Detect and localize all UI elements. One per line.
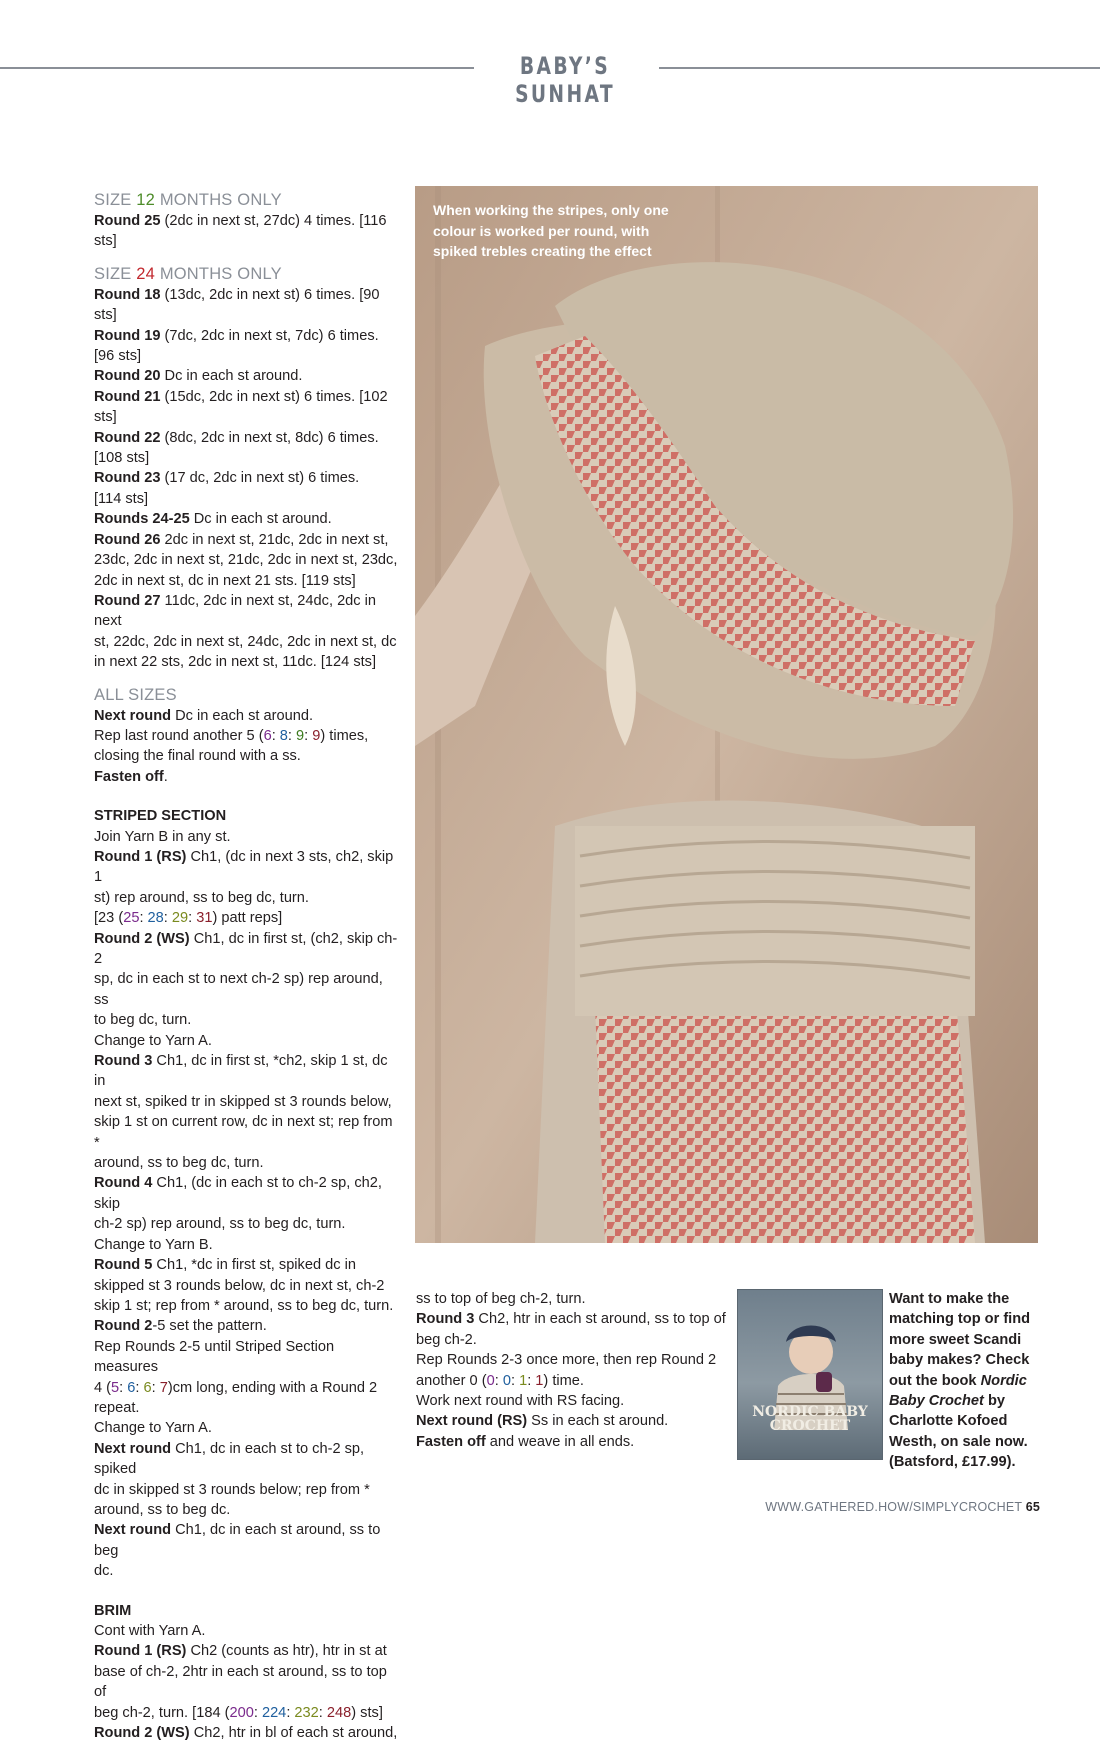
instruction-line: skip 1 st; rep from * around, ss to beg dc, turn. <box>94 1297 394 1314</box>
instruction-line: Rep Rounds 2-3 once more, then rep Round 2 <box>416 1352 717 1369</box>
book-title: NORDIC BABY CROCHET <box>752 1404 868 1434</box>
instruction-line: Round 1 (RS) Ch2 (counts as htr), htr in st at <box>94 1643 387 1660</box>
instruction-line: Round 1 (RS) Ch1, (dc in next 3 sts, ch2, skip 1 <box>94 848 394 886</box>
instruction-line: ss to top of beg ch-2, turn. <box>416 1291 586 1307</box>
instruction-line: Round 26 2dc in next st, 21dc, 2dc in next st, <box>94 531 389 548</box>
instruction-line: Work next round with RS facing. <box>416 1393 625 1410</box>
striped-section-heading: STRIPED SECTION <box>94 808 227 825</box>
instruction-line: Round 23 (17 dc, 2dc in next st) 6 times. <box>94 470 360 487</box>
instruction-line: beg ch-2. <box>416 1331 477 1348</box>
book-cover-illustration <box>738 1290 883 1460</box>
instruction-line: beg ch-2, turn. [184 (200: 224: 232: 248) sts] <box>94 1704 383 1721</box>
instruction-line: Round 2 (WS) Ch1, dc in first st, (ch2, skip ch-2 <box>94 930 398 967</box>
instruction-line: Round 5 Ch1, *dc in first st, spiked dc in <box>94 1257 356 1274</box>
instruction-line: Rounds 24-25 Dc in each st around. <box>94 511 332 528</box>
brim-heading: BRIM <box>94 1602 132 1619</box>
photo-caption: When working the stripes, only one colour is worked per round, with spiked trebles creating the effect <box>433 202 669 259</box>
instruction-line: Next round Ch1, dc in each st to ch-2 sp, spiked <box>94 1440 365 1478</box>
instruction-line: Fasten off and weave in all ends. <box>416 1433 635 1450</box>
instruction-line: closing the final round with a ss. <box>94 748 301 765</box>
instruction-line: next st, spiked tr in skipped st 3 rounds below, <box>94 1093 392 1110</box>
size-12-heading: SIZE 12 MONTHS ONLY <box>94 191 282 209</box>
instruction-line: Round 2 (WS) Ch2, htr in bl of each st around, <box>94 1725 398 1742</box>
instruction-line: Round 3 Ch1, dc in first st, *ch2, skip 1 st, dc in <box>94 1053 388 1090</box>
instruction-line: st) rep around, ss to beg dc, turn. <box>94 889 309 906</box>
size-24-heading: SIZE 24 MONTHS ONLY <box>94 264 282 283</box>
instruction-line: Round 20 Dc in each st around. <box>94 368 303 385</box>
instruction-line: Round 27 11dc, 2dc in next st, 24dc, 2dc in next <box>94 592 377 630</box>
instruction-line: [114 sts] <box>94 490 149 507</box>
instruction-line: Join Yarn B in any st. <box>94 828 231 845</box>
hat-photo <box>415 186 1038 1243</box>
instruction-line: in next 22 sts, 2dc in next st, 11dc. [124 sts] <box>94 654 377 671</box>
instruction-line: [108 sts] <box>94 450 150 467</box>
instruction-line: dc. <box>94 1563 114 1580</box>
page-number: 65 <box>1025 1500 1040 1514</box>
instruction-line: another 0 (0: 0: 1: 1) time. <box>416 1372 584 1389</box>
instruction-line: Change to Yarn A. <box>94 1420 212 1437</box>
instruction-line: Round 18 (13dc, 2dc in next st) 6 times. [90 sts] <box>94 286 380 324</box>
instruction-line: Round 2-5 set the pattern. <box>94 1318 267 1335</box>
instruction-line: Next round Dc in each st around. <box>94 707 313 724</box>
page-title: BABY’S SUNHAT <box>515 52 615 108</box>
instruction-line: Round 4 Ch1, (dc in each st to ch-2 sp, ch2, skip <box>94 1175 382 1212</box>
instruction-line: 2dc in next st, dc in next 21 sts. [119 sts] <box>94 572 356 589</box>
instruction-line: Cont with Yarn A. <box>94 1623 206 1639</box>
header-rule-right <box>659 67 1100 69</box>
instruction-line: around, ss to beg dc, turn. <box>94 1155 264 1172</box>
instruction-line: Fasten off. <box>94 768 168 785</box>
instruction-line: Rep last round another 5 (6: 8: 9: 9) times, <box>94 727 369 744</box>
instruction-line: Round 21 (15dc, 2dc in next st) 6 times. [102 sts] <box>94 388 388 426</box>
instruction-line: sp, dc in each st to next ch-2 sp) rep around, ss <box>94 971 383 1008</box>
instruction-line: repeat. <box>94 1399 140 1416</box>
header-rule-left <box>0 67 474 69</box>
instruction-line: Change to Yarn A. <box>94 1032 212 1049</box>
instruction-line: [23 (25: 28: 29: 31) patt reps] <box>94 910 283 927</box>
instruction-line: Rep Rounds 2-5 until Striped Section measures <box>94 1338 335 1376</box>
instruction-line: st, 22dc, 2dc in next st, 24dc, 2dc in next st, dc <box>94 633 397 650</box>
instruction-line: Change to Yarn B. <box>94 1236 213 1253</box>
left-column <box>94 189 399 1743</box>
instruction-line: skipped st 3 rounds below, dc in next st, ch-2 <box>94 1277 385 1294</box>
instruction-line: Next round Ch1, dc in each st around, ss to beg <box>94 1522 381 1559</box>
footer-url: WWW.GATHERED.HOW/SIMPLYCROCHET <box>765 1500 1022 1514</box>
instruction-line: dc in skipped st 3 rounds below; rep from * <box>94 1481 370 1498</box>
middle-column <box>416 1289 726 1452</box>
instruction-line: base of ch-2, 2htr in each st around, ss to top of <box>94 1663 387 1701</box>
instruction-line: Round 25 (2dc in next st, 27dc) 4 times. [116 sts] <box>94 213 387 250</box>
all-sizes-heading: ALL SIZES <box>94 685 177 704</box>
instruction-line: Next round (RS) Ss in each st around. <box>416 1413 669 1430</box>
instruction-line: ch-2 sp) rep around, ss to beg dc, turn. <box>94 1216 346 1233</box>
instruction-line: Round 19 (7dc, 2dc in next st, 7dc) 6 times. <box>94 327 379 344</box>
hat-photo-illustration <box>415 186 1038 1243</box>
instruction-line: skip 1 st on current row, dc in next st; rep from * <box>94 1114 393 1151</box>
instruction-line: to beg dc, turn. <box>94 1012 192 1029</box>
book-cover-image <box>737 1289 883 1460</box>
instruction-line: around, ss to beg dc. <box>94 1501 231 1518</box>
instruction-line: Round 22 (8dc, 2dc in next st, 8dc) 6 times. <box>94 429 379 446</box>
instruction-line: [96 sts] <box>94 348 142 365</box>
instruction-line: 4 (5: 6: 6: 7)cm long, ending with a Round 2 <box>94 1379 378 1396</box>
footer <box>765 1500 1040 1514</box>
instruction-line: 23dc, 2dc in next st, 21dc, 2dc in next st, 23dc, <box>94 552 398 569</box>
book-promo: Want to make the matching top or find more sweet Scandi baby makes? Check out the book Nordic Baby Crochet by Charlotte Kofoed Westh, on sale now. (Batsford, £17.99). <box>889 1291 1031 1471</box>
instruction-line: Round 3 Ch2, htr in each st around, ss to top of <box>416 1311 726 1328</box>
